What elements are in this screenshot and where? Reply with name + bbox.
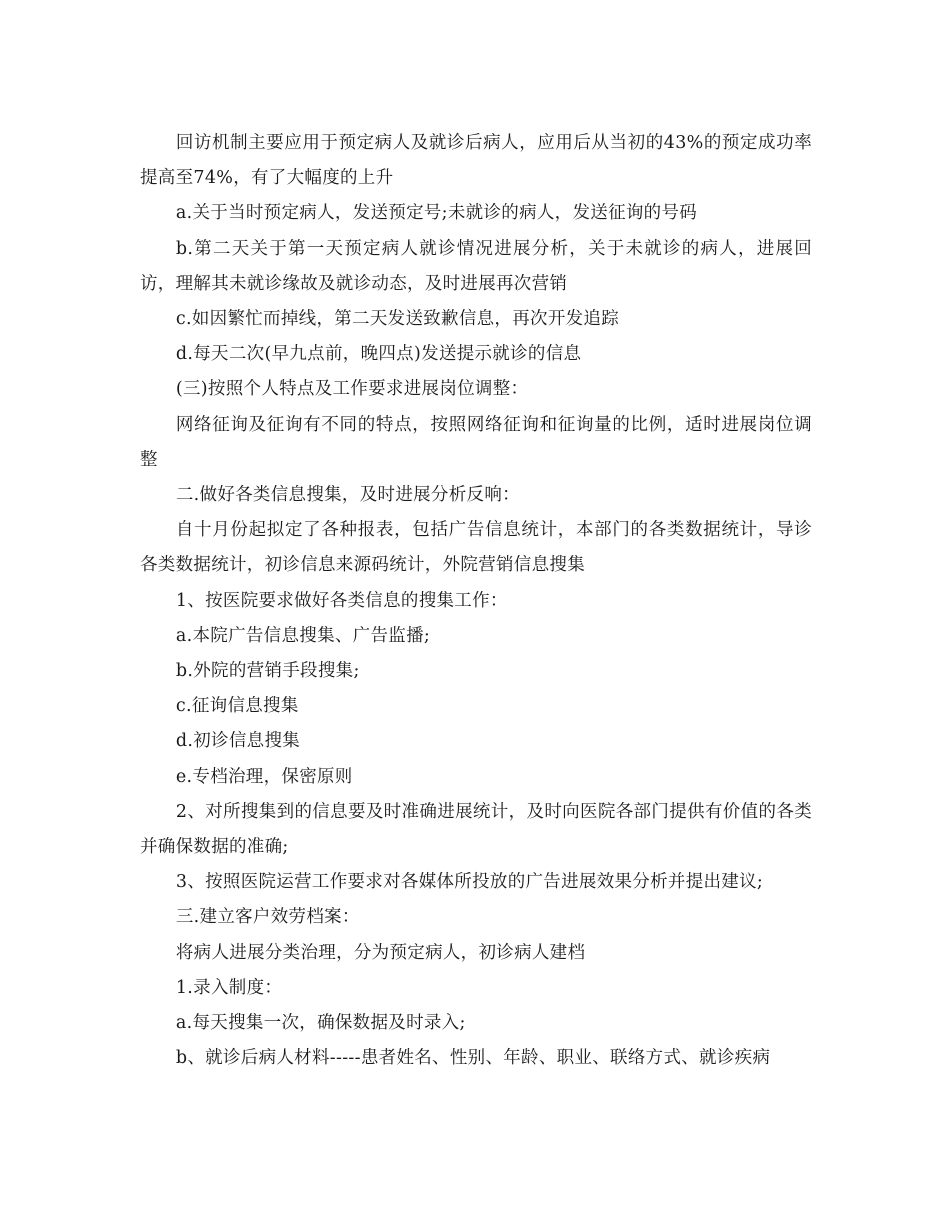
subsection-heading: 1.录入制度： (175, 977, 283, 998)
list-item: c.征询信息搜集 (175, 696, 299, 717)
list-item: b.外院的营销手段搜集; (175, 661, 360, 682)
paragraph: 将病人进展分类治理，分为预定病人，初诊病人建档 (175, 942, 586, 963)
paragraph: 3、按照医院运营工作要求对各媒体所投放的广告进展效果分析并提出建议; (175, 872, 764, 893)
list-item: a.本院广告信息搜集、广告监播; (175, 625, 431, 646)
section-heading: (三)按照个人特点及工作要求进展岗位调整： (175, 379, 529, 400)
paragraph: d.每天二次(早九点前，晚四点)发送提示就诊的信息 (175, 344, 582, 365)
document-body (140, 126, 812, 1076)
list-item: b、就诊后病人材料-----患者姓名、性别、年龄、职业、联络方式、就诊疾病 (175, 1048, 771, 1069)
paragraph: 自十月份起拟定了各种报表，包括广告信息统计，本部门的各类数据统计，导诊各类数据统计，初诊信息来源码统计，外院营销信息搜集 (140, 520, 812, 576)
paragraph: b.第二天关于第一天预定病人就诊情况进展分析，关于未就诊的病人，进展回访，理解其未就诊缘故及就诊动态，及时进展再次营销 (140, 238, 812, 294)
section-heading: 三.建立客户效劳档案： (175, 907, 360, 928)
paragraph: 网络征询及征询有不同的特点，按照网络征询和征询量的比例，适时进展岗位调整 (140, 414, 812, 470)
paragraph: 回访机制主要应用于预定病人及就诊后病人，应用后从当初的43%的预定成功率提高至74%，有了大幅度的上升 (140, 133, 812, 189)
list-item: e.专档治理，保密原则 (175, 766, 353, 787)
list-item: d.初诊信息搜集 (175, 731, 301, 752)
paragraph: 2、对所搜集到的信息要及时准确进展统计，及时向医院各部门提供有价值的各类并确保数据的准确; (140, 801, 812, 858)
subsection-heading: 1、按医院要求做好各类信息的搜集工作： (175, 590, 508, 611)
section-heading: 二.做好各类信息搜集，及时进展分析反响： (175, 485, 520, 506)
paragraph: c.如因繁忙而掉线，第二天发送致歉信息，再次开发追踪 (175, 309, 620, 330)
list-item: a.每天搜集一次，确保数据及时录入; (175, 1013, 466, 1034)
paragraph: a.关于当时预定病人，发送预定号;未就诊的病人，发送征询的号码 (175, 203, 698, 224)
